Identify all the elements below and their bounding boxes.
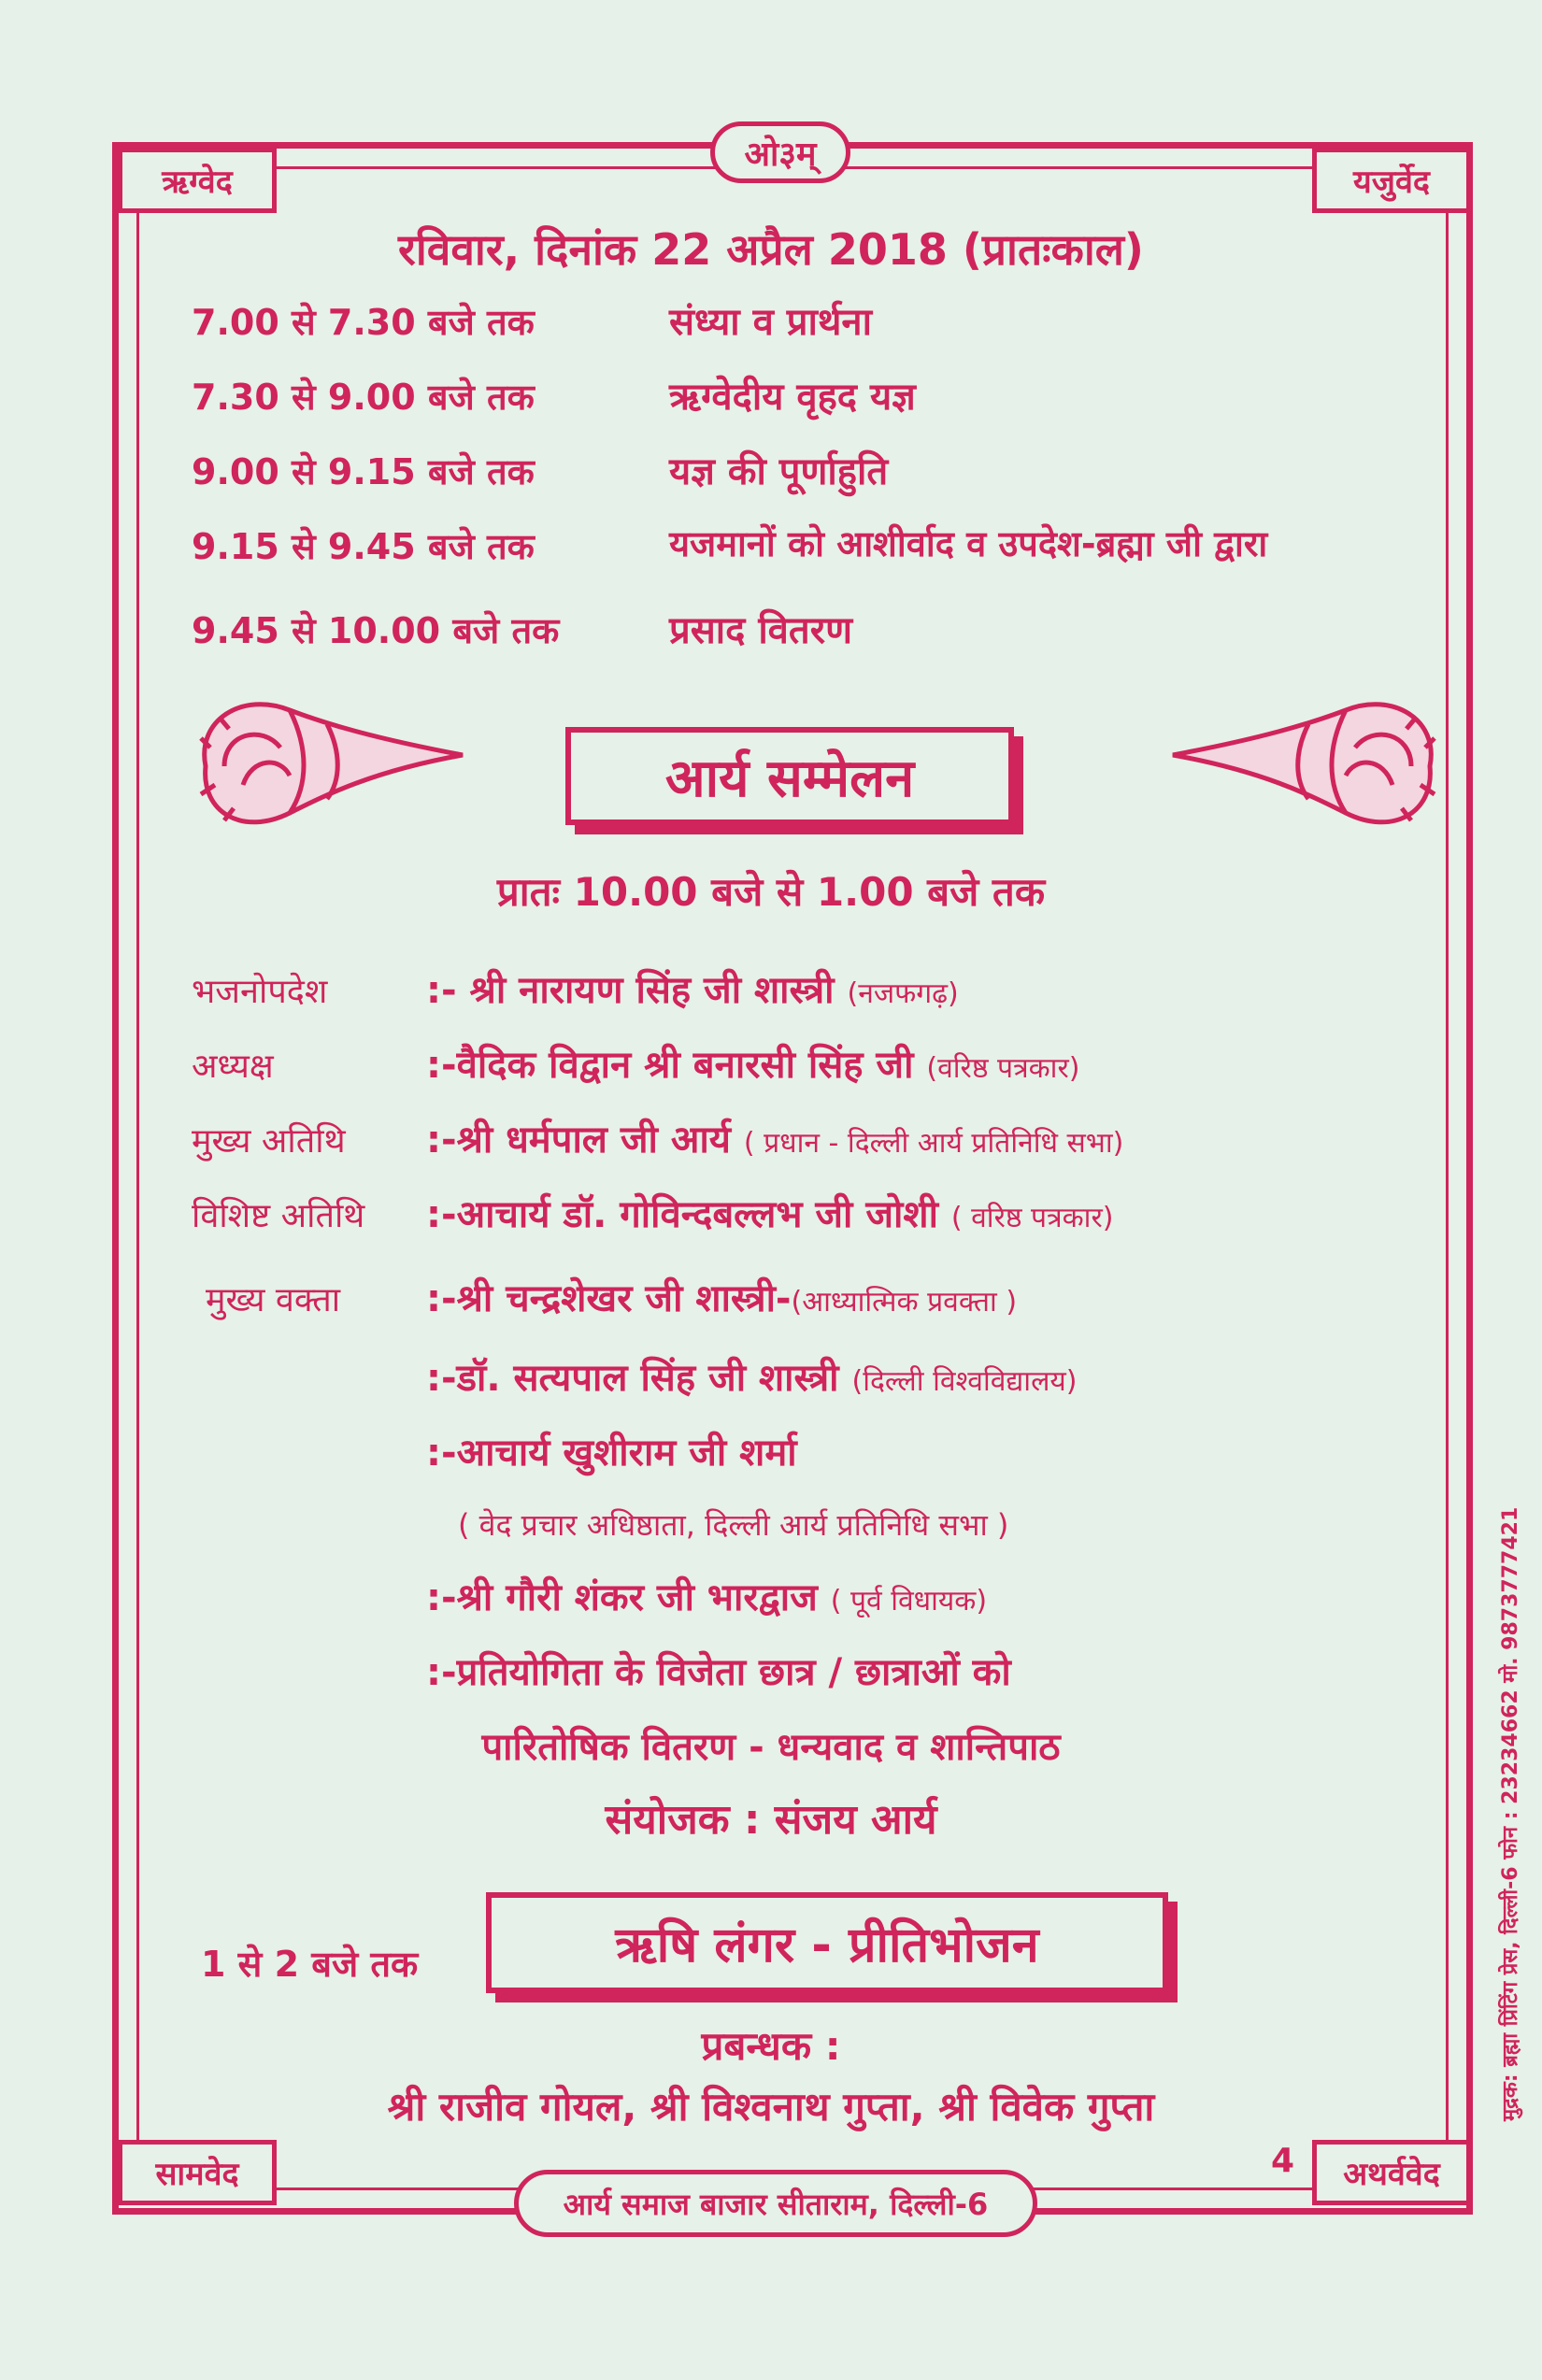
schedule-time-3: 9.00 से 9.15 बजे तक xyxy=(192,451,535,492)
corner-top-left-label: ऋग्वेद xyxy=(162,164,233,201)
role-note-5: (आध्यात्मिक प्रवक्ता ) xyxy=(791,1286,1018,1318)
sammelan-time: प्रातः 10.00 बजे से 1.00 बजे तक xyxy=(496,869,1046,915)
speaker-3-note: ( वेद प्रचार अधिष्ठाता, दिल्ली आर्य प्रतिनिधि सभा ) xyxy=(458,1507,1009,1543)
speaker-3 xyxy=(426,1425,797,1476)
speaker-4 xyxy=(426,1570,987,1621)
role-note-3: ( प्रधान - दिल्ली आर्य प्रतिनिधि सभा) xyxy=(743,1127,1124,1160)
speaker-2-name: :-डॉ. सत्यपाल सिंह जी शास्त्री xyxy=(426,1357,839,1400)
speaker-2-note: (दिल्ली विश्वविद्यालय) xyxy=(851,1365,1078,1398)
page-number: 4 xyxy=(1271,2142,1295,2180)
speaker-2 xyxy=(426,1350,1078,1402)
role-value-4 xyxy=(426,1187,1113,1238)
role-name-2: :-वैदिक विद्वान श्री बनारसी सिंह जी xyxy=(426,1044,914,1087)
schedule-time-1: 7.00 से 7.30 बजे तक xyxy=(192,302,535,343)
schedule-time-2: 7.30 से 9.00 बजे तक xyxy=(192,377,535,418)
role-name-1: :- श्री नारायण सिंह जी शास्त्री xyxy=(426,969,835,1012)
address-badge xyxy=(514,2170,1037,2237)
corner-top-right-label: यजुर्वेद xyxy=(1353,164,1430,201)
langar-time: 1 से 2 बजे तक xyxy=(201,1944,419,1985)
schedule-time-4: 9.15 से 9.45 बजे तक xyxy=(192,526,535,567)
speaker-3-name: :-आचार्य खुशीराम जी शर्मा xyxy=(426,1432,797,1475)
role-value-5 xyxy=(426,1271,1017,1322)
role-label-1: भजनोपदेश xyxy=(192,973,328,1011)
managers-label: प्रबन्धक : xyxy=(701,2023,841,2069)
schedule-activity-5: प्रसाद वितरण xyxy=(669,609,853,652)
role-name-4: :-आचार्य डॉ. गोविन्दबल्लभ जी जोशी xyxy=(426,1193,938,1236)
schedule-activity-1: संध्या व प्रार्थना xyxy=(669,301,872,344)
langar-title: ऋषि लंगर - प्रीतिभोजन xyxy=(615,1917,1039,1974)
role-note-2: (वरिष्ठ पत्रकार) xyxy=(926,1052,1080,1085)
printer-credit: मुद्रक: ब्रह्मा प्रिंटिंग प्रेस, दिल्ली-6 फोन : 23234662 मो. 9873777421 xyxy=(1499,1506,1522,2121)
sammelan-title-box xyxy=(565,727,1014,825)
schedule-time-5: 9.45 से 10.00 बजे तक xyxy=(192,610,560,651)
role-label-4: विशिष्ट अतिथि xyxy=(192,1197,365,1235)
speaker-5: :-प्रतियोगिता के विजेता छात्र / छात्राओं को xyxy=(426,1651,1011,1694)
sammelan-title: आर्य सम्मेलन xyxy=(664,748,915,809)
speaker-4-name: :-श्री गौरी शंकर जी भारद्वाज xyxy=(426,1576,818,1619)
role-name-3: :-श्री धर्मपाल जी आर्य xyxy=(426,1119,731,1161)
schedule-activity-3: यज्ञ की पूर्णाहुति xyxy=(669,450,889,493)
speaker-4-note: ( पूर्व विधायक) xyxy=(830,1585,988,1618)
role-name-5: :-श्री चन्द्रशेखर जी शास्त्री- xyxy=(426,1277,792,1320)
convener: संयोजक : संजय आर्य xyxy=(605,1796,937,1844)
role-label-2: अध्यक्ष xyxy=(192,1047,274,1086)
role-note-1: (नजफगढ़) xyxy=(847,977,959,1010)
schedule-activity-2: ऋग्वेदीय वृहद यज्ञ xyxy=(669,376,916,419)
corner-bottom-left-label: सामवेद xyxy=(155,2156,239,2193)
role-label-5: मुख्य वक्ता xyxy=(206,1281,341,1319)
closing-line: पारितोषिक वितरण - धन्यवाद व शान्तिपाठ xyxy=(481,1726,1061,1769)
managers-names: श्री राजीव गोयल, श्री विश्वनाथ गुप्ता, श्री विवेक गुप्ता xyxy=(387,2084,1155,2130)
date-heading: रविवार, दिनांक 22 अप्रैल 2018 (प्रातःकाल) xyxy=(398,224,1144,275)
corner-top-left xyxy=(118,148,277,213)
corner-top-right xyxy=(1312,148,1471,213)
conch-shell-icon xyxy=(1159,682,1449,841)
address-text: आर्य समाज बाजार सीताराम, दिल्ली-6 xyxy=(563,2186,989,2222)
om-text: ओ३म् xyxy=(744,135,817,174)
corner-bottom-left xyxy=(118,2140,277,2205)
conch-shell-icon xyxy=(187,682,477,841)
schedule-activity-4: यजमानों को आशीर्वाद व उपदेश-ब्रह्मा जी द्वारा xyxy=(669,523,1268,564)
corner-bottom-right-label: अथर्ववेद xyxy=(1343,2156,1440,2193)
role-label-3: मुख्य अतिथि xyxy=(192,1122,346,1161)
corner-bottom-right xyxy=(1312,2140,1471,2205)
role-value-1 xyxy=(426,962,959,1014)
role-note-4: ( वरिष्ठ पत्रकार) xyxy=(950,1202,1114,1234)
role-value-3 xyxy=(426,1112,1123,1163)
langar-title-box xyxy=(486,1892,1168,1993)
role-value-2 xyxy=(426,1037,1079,1089)
om-badge xyxy=(710,121,850,183)
